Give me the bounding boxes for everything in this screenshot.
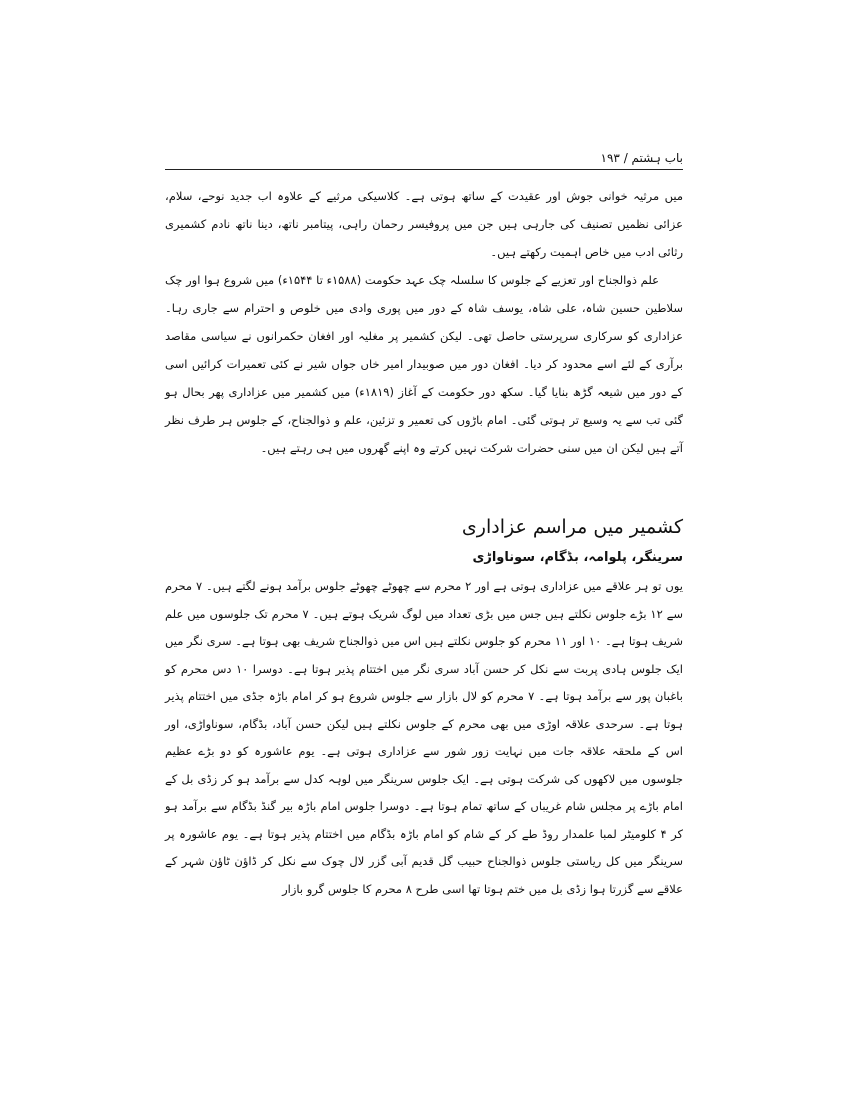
section-subheading: سرینگر، پلوامہ، بڈگام، سوناواڑی [472, 550, 683, 565]
intro-text [165, 182, 683, 462]
running-header: باب ہشتم / ۱۹۳ [600, 151, 683, 165]
section-paragraph: یوں تو ہر علاقے میں عزاداری ہوتی ہے اور ۲ محرم سے چھوٹے چھوٹے جلوس برآمد ہونے لگتے ہیں۔ ۷ محرم سے ۱۲ بڑے جلوس نکلتے ہیں جس میں بڑی تعداد میں لوگ شریک ہوتے ہیں۔ ۷ محرم تک جلوسوں میں علم شریف ہوتا ہے۔ ۱۰ اور ۱۱ محرم کو جلوس نکلتے ہیں اس میں ذوالجناح شریف بھی ہوتا ہے۔ سری نگر میں ایک جلوس ہادی پربت سے نکل کر حسن آباد سری نگر میں اختتام پذیر ہوتا ہے۔ دوسرا ۱۰ دس محرم کو باغبان پور سے برآمد ہوتا ہے۔ ۷ محرم کو لال بازار سے جلوس شروع ہو کر امام باڑہ جڈی میں اختتام پذیر ہوتا ہے۔ سرحدی علاقہ اوڑی میں بھی محرم کے جلوس نکلتے ہیں لیکن حسن آباد، بڈگام، سوناواڑی، اور اس کے ملحقہ علاقہ جات میں نہایت زور شور سے عزاداری ہوتی ہے۔ یوم عاشورہ کو دو بڑے عظیم جلوسوں میں لاکھوں کی شرکت ہوتی ہے۔ ایک جلوس سرینگر میں لوہہ کدل سے برآمد ہو کر زڈی بل کے امام باڑے پر مجلس شام غریباں کے ساتھ تمام ہوتا ہے۔ دوسرا جلوس امام باڑہ بیر گنڈ بڈگام سے برآمد ہو کر ۴ کلومیٹر لمبا علمدار روڈ طے کر کے شام کو امام باڑہ بڈگام میں اختتام پذیر ہوتا ہے۔ یوم عاشورہ پر سرینگر میں کل ریاستی جلوس ذوالجناح حبیب گل قدیم آبی گزر لال چوک سے نکل کر ڈاؤن ٹاؤن شہر کے علاقے سے گزرتا ہوا زڈی بل میں ختم ہوتا تھا اسی طرح ۸ محرم کا جلوس گرو بازار [165, 579, 684, 896]
intro-paragraph-2: علم ذوالجناح اور تعزیے کے جلوس کا سلسلہ چک عہد حکومت (۱۵۸۸ء تا ۱۵۴۴ء) میں شروع ہوا اور چک سلاطین حسین شاہ، علی شاہ، یوسف شاہ کے دور میں پوری وادی میں خلوص و احترام سے جاری رہا۔ عزاداری کو سرکاری سرپرستی حاصل تھی۔ لیکن کشمیر پر مغلیہ اور افغان حکمرانوں نے سیاسی مقاصد برآری کے لئے اسے محدود کر دیا۔ افغان دور میں صوبیدار امیر خاں جواں شیر نے کئی تعمیرات کرائیں اسی کے دور میں شیعہ گڑھ بنایا گیا۔ سکھ دور حکومت کے آغاز (۱۸۱۹ء) میں کشمیر میں عزاداری پھر بحال ہو گئی تب سے یہ وسیع تر ہوتی گئی۔ امام باڑوں کی تعمیر و تزئین، علم و ذوالجناح، کے جلوس ہر طرف نظر آتے ہیں لیکن ان میں سنی حضرات شرکت نہیں کرتے وہ اپنے گھروں میں ہی رہتے ہیں۔ [165, 273, 683, 455]
intro-paragraph-1: میں مرثیہ خوانی جوش اور عقیدت کے ساتھ ہوتی ہے۔ کلاسیکی مرثیے کے علاوہ اب جدید نوحے، سلام، عزائی نظمیں تصنیف کی جارہی ہیں جن میں پروفیسر رحمان راہی، پیتامبر ناتھ، دینا ناتھ نادم کشمیری رثائی ادب میں خاص اہمیت رکھتے ہیں۔ [165, 189, 683, 259]
header-rule [165, 169, 683, 170]
section-body [165, 573, 683, 903]
section-heading: کشمیر میں مراسم عزاداری [461, 516, 683, 538]
